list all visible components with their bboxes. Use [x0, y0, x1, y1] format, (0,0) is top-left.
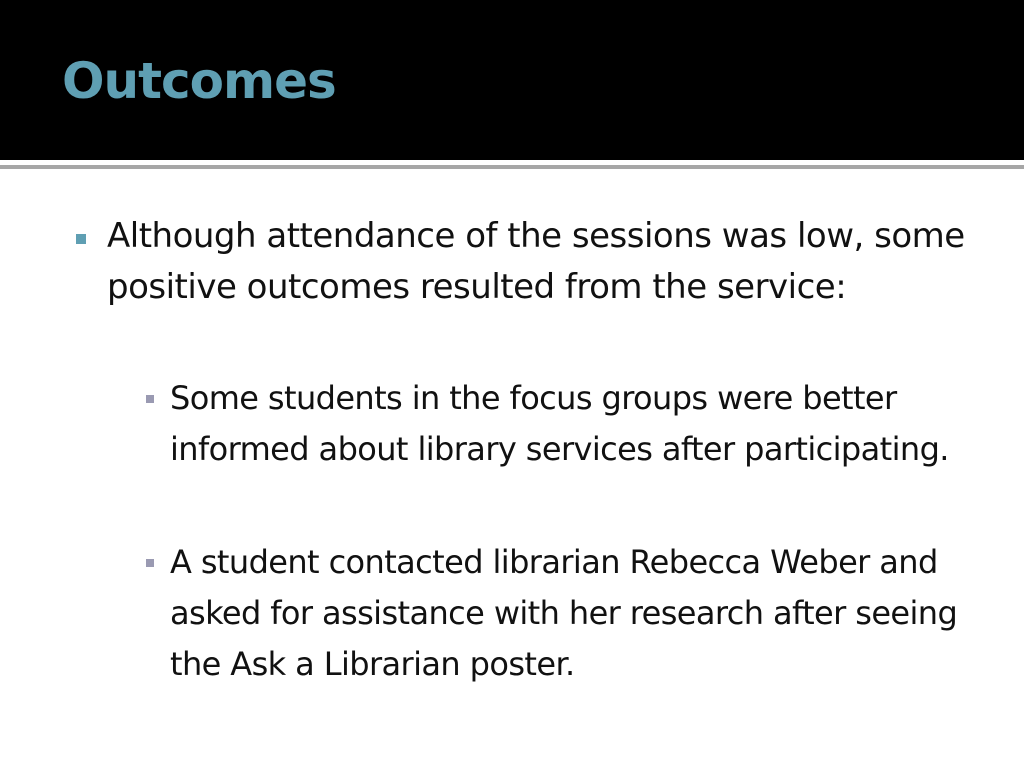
- small-square-bullet-icon: [146, 395, 154, 403]
- bullet-level1-outcomes-summary: Although attendance of the sessions was low, some positive outcomes resulted from the service:: [107, 216, 965, 307]
- title-bar: [0, 0, 1024, 160]
- bullet-level2-librarian-contact: A student contacted librarian Rebecca Weber and asked for assistance with her research after seeing the Ask a Librarian poster.: [170, 543, 958, 683]
- square-bullet-icon: [76, 234, 86, 244]
- content-area: [0, 169, 1024, 768]
- small-square-bullet-icon: [146, 559, 154, 567]
- bullet-level2-focus-groups: Some students in the focus groups were better informed about library services after participating.: [170, 379, 949, 468]
- slide-title: Outcomes: [62, 52, 336, 110]
